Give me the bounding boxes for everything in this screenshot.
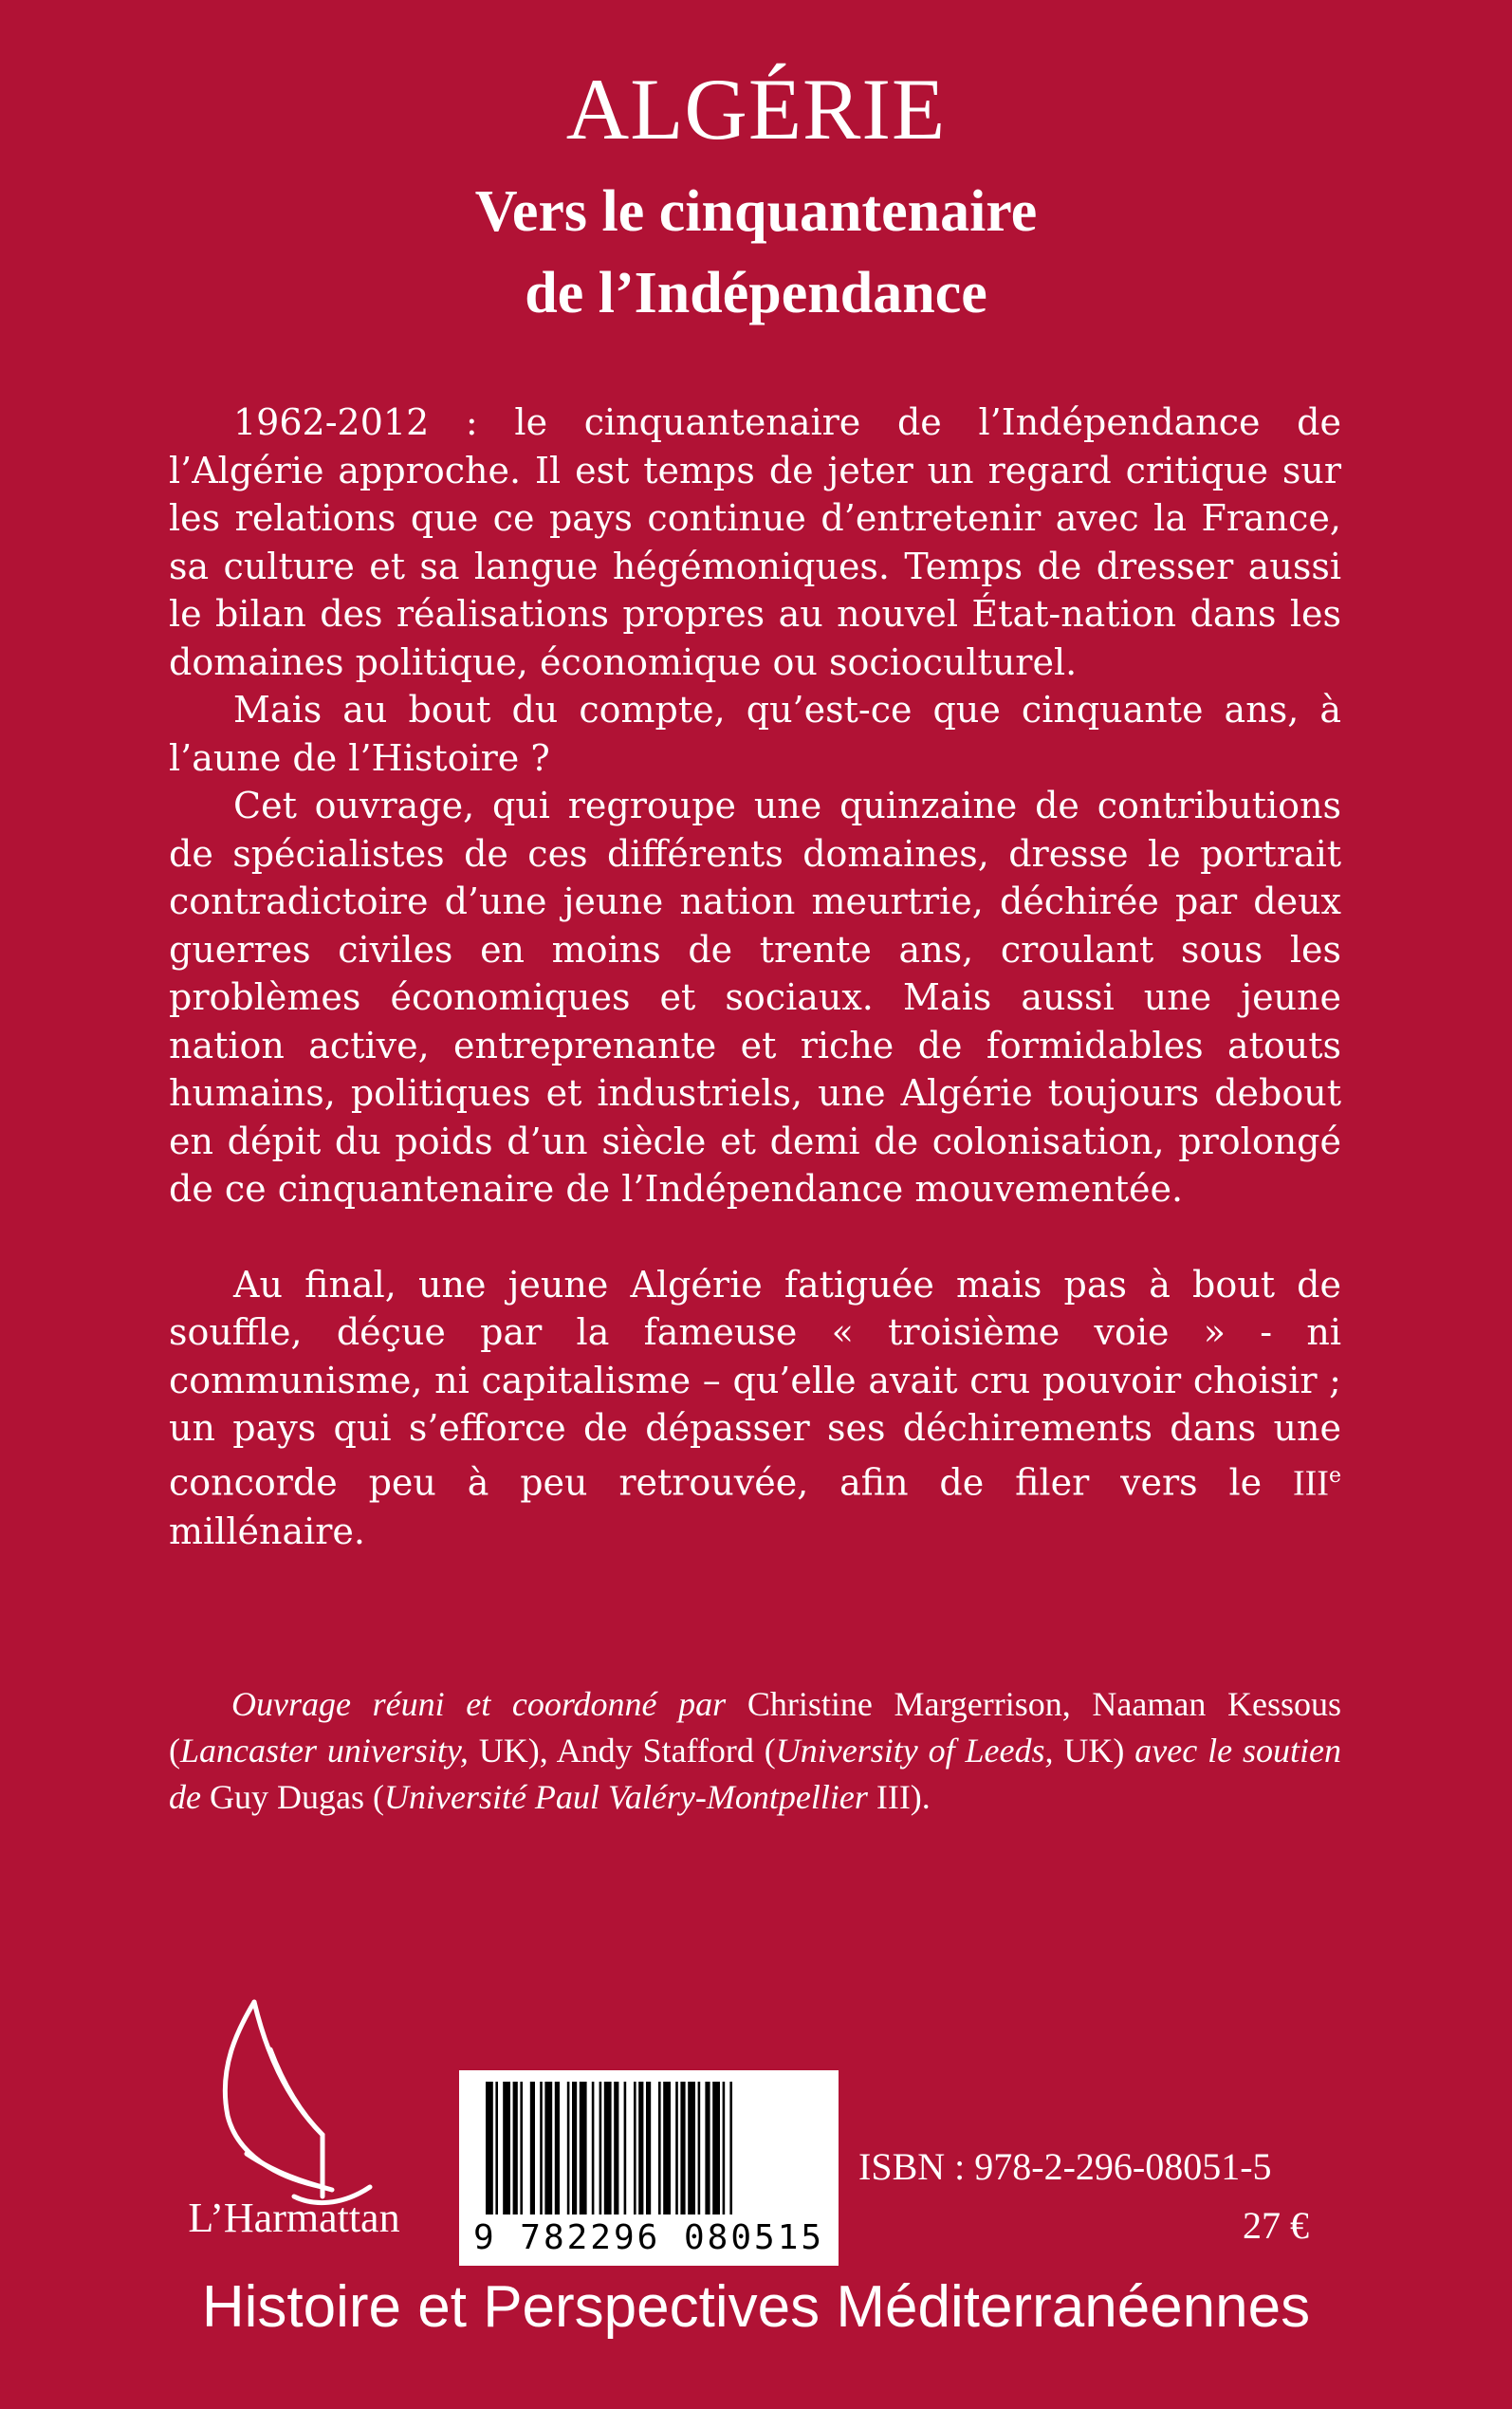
blurb-paragraph-1: 1962-2012 : le cinquantenaire de l’Indépendance de l’Algérie approche. Il est temps de jeter un regard critique sur les relations que ce pays continue d’entretenir avec la France, sa culture et sa langue hégémoniques. Temps de dresser aussi le bilan des réalisations propres au nouvel État-nation dans les domaines politique, économique ou socioculturel. <box>169 401 1341 683</box>
credit-link: avec le soutien de <box>169 1732 1341 1816</box>
barcode-bar <box>729 2082 732 2214</box>
barcode-bars <box>459 2070 839 2222</box>
barcode-digits-panel <box>459 2216 839 2266</box>
barcode-bar <box>723 2082 726 2214</box>
blurb-paragraph-4 <box>169 1261 1341 1556</box>
barcode-bar <box>486 2082 493 2214</box>
barcode-bar <box>638 2082 643 2214</box>
book-subtitle <box>0 171 1512 334</box>
barcode-bar <box>688 2082 695 2214</box>
credit-affiliation-3: Université Paul Valéry-Montpellier <box>383 1778 868 1816</box>
barcode-bar <box>495 2082 498 2214</box>
subtitle-line-2: de l’Indépendance <box>525 261 987 325</box>
barcode-bar <box>572 2082 577 2214</box>
credit-affiliation-3-num: III). <box>867 1778 931 1816</box>
barcode-bar <box>520 2082 523 2214</box>
barcode-bar <box>513 2082 518 2214</box>
barcode-bar <box>646 2082 651 2214</box>
editors-credit <box>169 1681 1341 1821</box>
barcode-number: 9 782296 080515 <box>472 2218 825 2257</box>
barcode-bar <box>503 2082 510 2214</box>
barcode-bar <box>555 2082 560 2214</box>
credit-intro: Ouvrage réuni et coordonné par <box>231 1685 727 1723</box>
barcode-bar <box>624 2082 627 2214</box>
credit-country-2: UK) <box>1053 1732 1135 1770</box>
barcode-bar <box>705 2082 710 2214</box>
barcode-bar <box>680 2082 685 2214</box>
barcode-bar <box>663 2082 671 2214</box>
blurb-paragraph-3: Cet ouvrage, qui regroupe une quinzaine de contributions de spécialistes de ces différents domaines, dresse le portrait contradictoire d’une jeune nation meurtrie, déchirée par deux guerres civiles en moins de trente ans, croulant sous les problèmes économiques et sociaux. Mais aussi une jeune nation active, entreprenante et riche de formidables atouts humains, politiques et industriels, une Algérie toujours debout en dépit du poids d’un siècle et demi de colonisation, prolongé de ce cinquantenaire de l’Indépendance mouvementée. <box>169 785 1341 1210</box>
barcode-bar <box>658 2082 661 2214</box>
barcode-bar <box>580 2082 587 2214</box>
credit-affiliation-2: University of Leeds, <box>775 1732 1054 1770</box>
barcode-bar <box>567 2082 570 2214</box>
isbn: ISBN : 978-2-296-08051-5 <box>858 2145 1272 2188</box>
blurb-paragraph-2: Mais au bout du compte, qu’est-ce que cinquante ans, à l’aune de l’Histoire ? <box>169 689 1341 779</box>
credit-supporter: Guy Dugas ( <box>200 1778 384 1816</box>
barcode-bar <box>634 2082 636 2214</box>
series-title: Histoire et Perspectives Méditerranéennes <box>201 2274 1311 2340</box>
barcode-bar <box>530 2082 535 2214</box>
barcode-bar <box>544 2082 552 2214</box>
barcode-bar <box>698 2082 701 2214</box>
blurb-text <box>169 398 1341 1555</box>
price: 27 € <box>1243 2204 1309 2247</box>
credit-editors: Christine Margerrison, Naaman Kessous ( <box>169 1685 1341 1770</box>
roman-numeral: III <box>1293 1463 1329 1504</box>
barcode-bar <box>540 2082 543 2214</box>
barcode-bar <box>712 2082 720 2214</box>
ordinal-superscript: e <box>1328 1463 1341 1488</box>
barcode-bar <box>675 2082 678 2214</box>
barcode-bar <box>599 2082 602 2214</box>
barcode-bar <box>614 2082 618 2214</box>
blurb-paragraph-4-main: Au final, une jeune Algérie fatiguée mais pas à bout de souffle, déçue par la fameuse « troisième voie » - ni communisme, ni capitalisme – qu’elle avait cru pouvoir choisir ; un pays qui s’efforce de dépasser ses déchirements dans une concorde peu à peu retrouvée, afin de filer vers le <box>169 1263 1341 1504</box>
barcode <box>459 2070 839 2222</box>
credit-affiliation-1: Lancaster university, <box>180 1732 469 1770</box>
publisher-name: L’Harmattan <box>188 2195 400 2241</box>
book-title: ALGÉRIE <box>565 61 947 158</box>
barcode-bar <box>604 2082 612 2214</box>
blurb-paragraph-4-end: millénaire. <box>169 1510 365 1552</box>
credit-country-1: UK), Andy Stafford ( <box>468 1732 776 1770</box>
barcode-bar <box>592 2082 595 2214</box>
subtitle-line-1: Vers le cinquantenaire <box>474 179 1038 244</box>
